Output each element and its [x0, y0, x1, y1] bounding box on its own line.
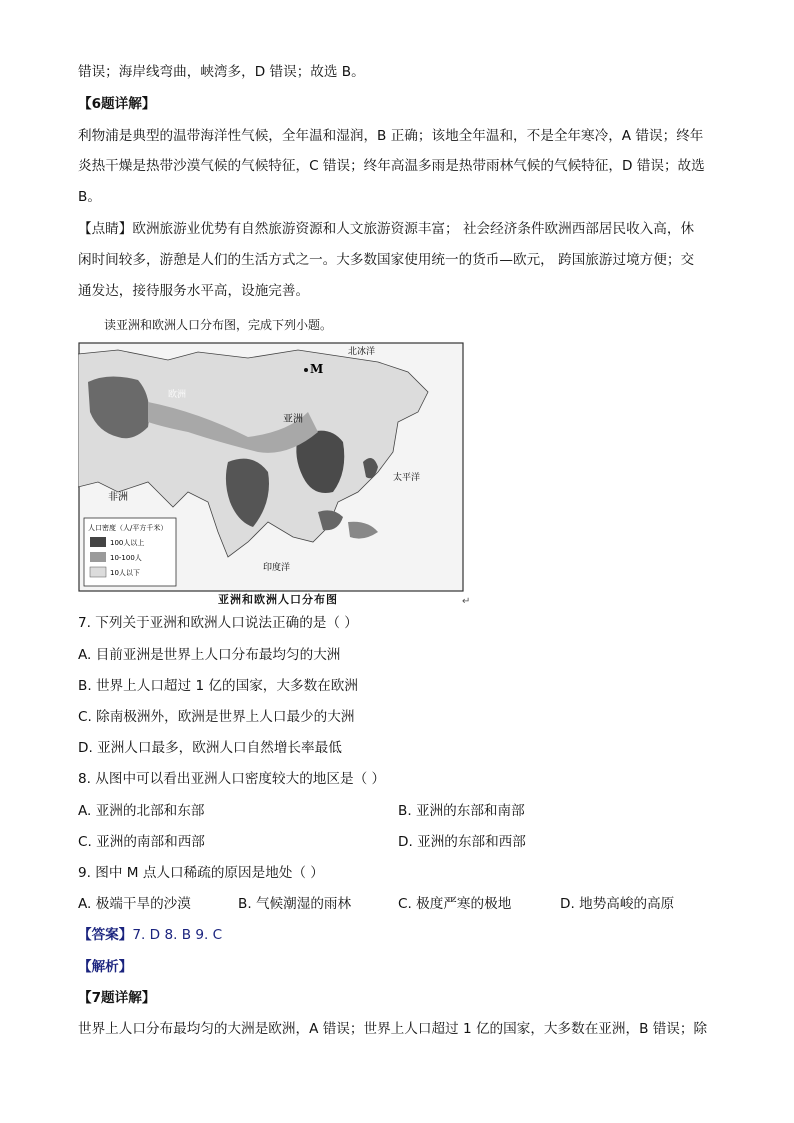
- text-line: 错误；海岸线弯曲，峡湾多，D 错误；故选 B。: [78, 64, 365, 80]
- question-9: 9. 图中 M 点人口稀疏的原因是地处（ ）: [78, 865, 324, 881]
- figure-instruction: 读亚洲和欧洲人口分布图，完成下列小题。: [104, 318, 333, 332]
- indian-ocean-label: 印度洋: [263, 563, 291, 573]
- legend-low: 10人以下: [110, 569, 140, 577]
- legend-swatch-low: [90, 567, 106, 577]
- africa-label: 非洲: [108, 492, 128, 503]
- legend-swatch-high: [90, 537, 106, 547]
- option-7c: C. 除南极洲外，欧洲是世界上人口最少的大洲: [78, 709, 355, 725]
- text-line: 通发达，接待服务水平高，设施完善。: [78, 283, 310, 299]
- legend-high: 100人以上: [110, 539, 145, 547]
- population-map: [78, 342, 464, 592]
- option-9c: C. 极度严寒的极地: [398, 896, 512, 912]
- question-7: 7. 下列关于亚洲和欧洲人口说法正确的是（ ）: [78, 615, 358, 631]
- option-8c: C. 亚洲的南部和西部: [78, 834, 205, 850]
- option-9d: D. 地势高峻的高原: [560, 896, 675, 912]
- option-7d: D. 亚洲人口最多，欧洲人口自然增长率最低: [78, 740, 342, 756]
- arctic-label: 北冰洋: [348, 347, 376, 357]
- option-8a: A. 亚洲的北部和东部: [78, 803, 205, 819]
- asia-label: 亚洲: [283, 414, 303, 425]
- answer-label: 【答案】: [78, 927, 133, 943]
- option-8b: B. 亚洲的东部和南部: [398, 803, 525, 819]
- option-9a: A. 极端干旱的沙漠: [78, 896, 191, 912]
- text-line: 【点睛】欧洲旅游业优势有自然旅游资源和人文旅游资源丰富； 社会经济条件欧洲西部居民收入高，休: [78, 221, 695, 237]
- answer-line: [78, 925, 222, 945]
- text-line: 炎热干燥是热带沙漠气候的气候特征，C 错误；终年高温多雨是热带雨林气候的气候特征，D 错误；故选: [78, 158, 705, 174]
- legend-swatch-mid: [90, 552, 106, 562]
- europe-label: 欧洲: [168, 390, 187, 400]
- map-caption: 亚洲和欧洲人口分布图: [218, 593, 338, 606]
- section-heading: 【7题详解】: [78, 990, 156, 1006]
- legend-mid: 10-100人: [110, 554, 142, 562]
- m-point-label: M: [310, 362, 324, 376]
- option-7a: A. 目前亚洲是世界上人口分布最均匀的大洲: [78, 647, 341, 663]
- text-line: 利物浦是典型的温带海洋性气候，全年温和湿润，B 正确；该地全年温和，不是全年寒冷，A 错误；终年: [78, 128, 704, 144]
- m-point-marker: [304, 368, 308, 372]
- option-8d: D. 亚洲的东部和西部: [398, 834, 526, 850]
- analysis-label: 【解析】: [78, 959, 133, 975]
- text-line: B。: [78, 189, 101, 205]
- answer-values: 7. D 8. B 9. C: [132, 927, 223, 943]
- section-heading: 【6题详解】: [78, 96, 156, 112]
- option-7b: B. 世界上人口超过 1 亿的国家，大多数在欧洲: [78, 678, 358, 694]
- map-legend: [84, 518, 176, 586]
- question-8: 8. 从图中可以看出亚洲人口密度较大的地区是（ ）: [78, 771, 386, 787]
- return-mark: ↵: [462, 596, 471, 607]
- pacific-label: 太平洋: [393, 473, 421, 483]
- option-9b: B. 气候潮湿的雨林: [238, 896, 352, 912]
- text-line: 闲时间较多，游憩是人们的生活方式之一。大多数国家使用统一的货币—欧元， 跨国旅游过境方便；交: [78, 252, 695, 268]
- text-line: 世界上人口分布最均匀的大洲是欧洲，A 错误；世界上人口超过 1 亿的国家，大多数在亚洲，B 错误；除: [78, 1021, 708, 1037]
- legend-title: 人口密度（人/平方千米）: [88, 524, 168, 532]
